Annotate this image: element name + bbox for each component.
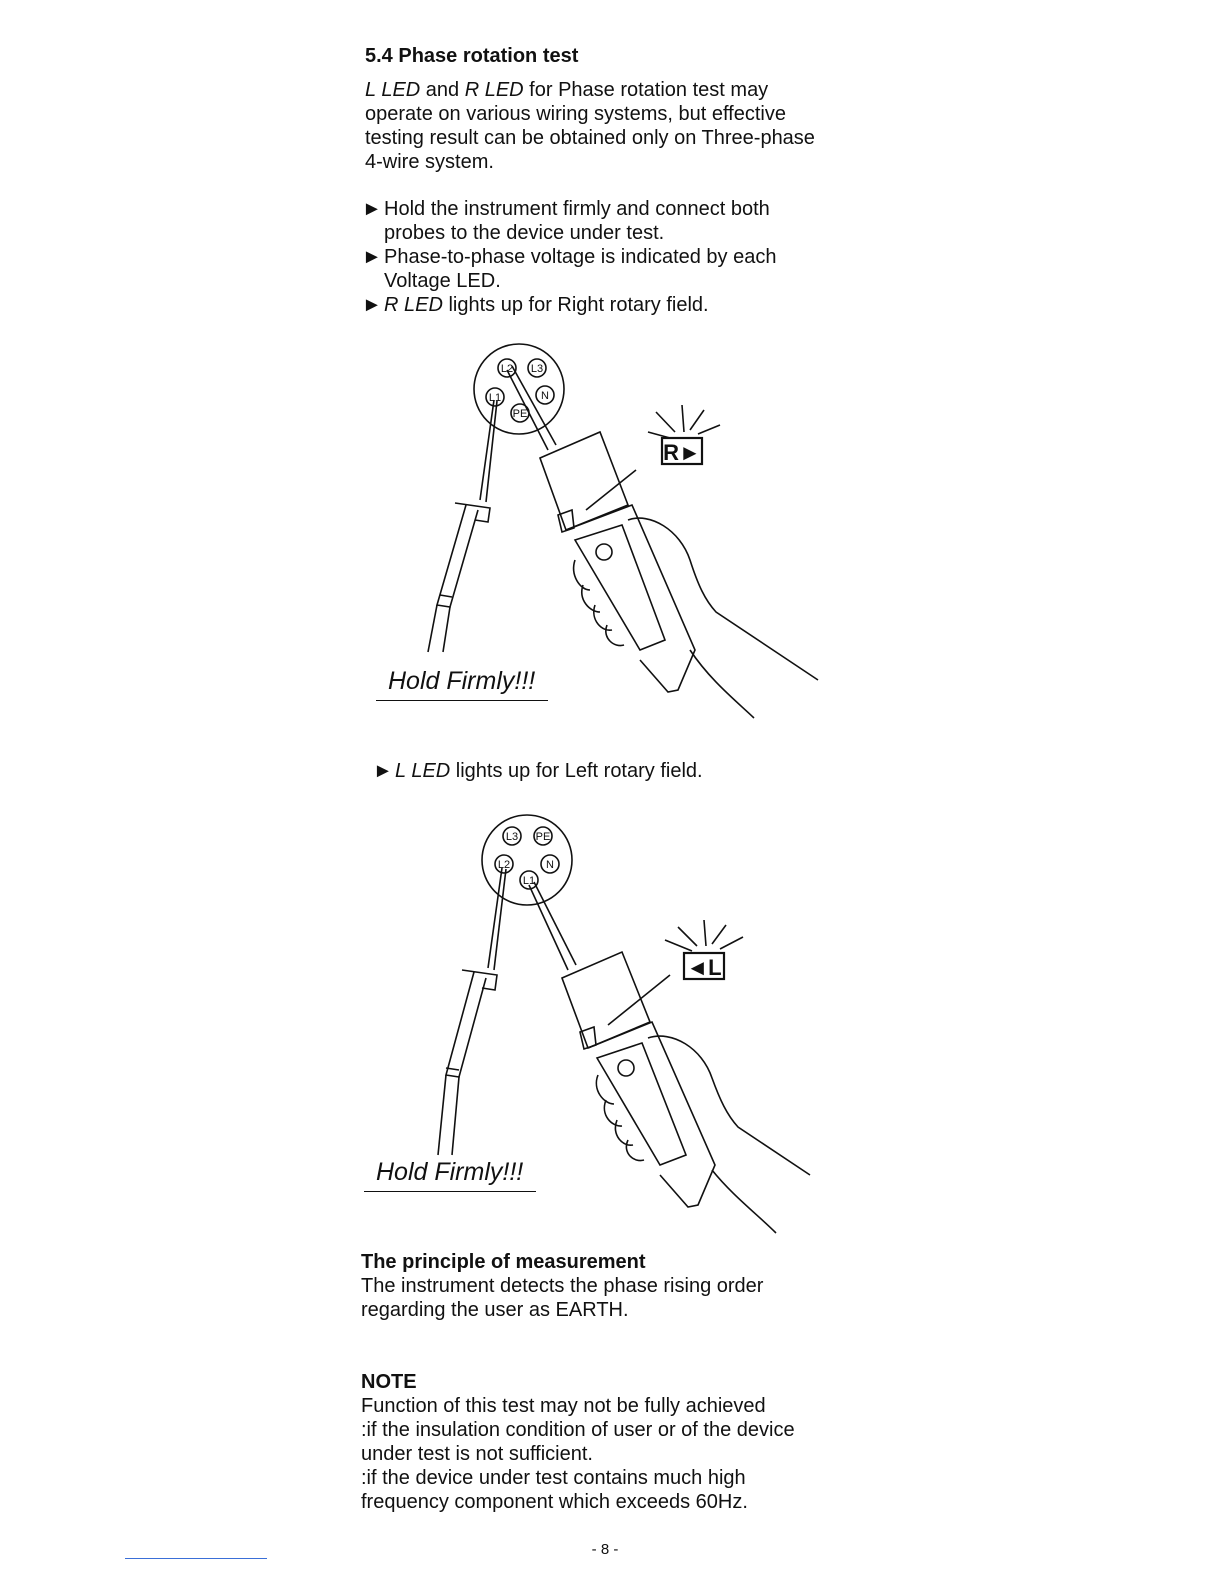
bullet-arrow-icon: ► <box>362 294 382 316</box>
socket-label: PE <box>535 831 551 843</box>
bullet-item: ► Phase-to-phase voltage is indicated by each <box>362 246 777 268</box>
socket-label: PE <box>512 408 528 420</box>
note-line-1: Function of this test may not be fully achieved <box>361 1395 766 1417</box>
socket-label: L2 <box>500 363 514 375</box>
bullet-arrow-icon: ► <box>373 760 393 782</box>
r-led-indicator: R► <box>663 440 701 465</box>
intro-line-1: L LED and R LED for Phase rotation test may <box>365 79 769 101</box>
intro-line-3: testing result can be obtained only on Three-phase <box>365 127 815 149</box>
footer-rule <box>125 1558 267 1559</box>
bullet-item: ► L LED lights up for Left rotary field. <box>373 760 703 782</box>
bullet-arrow-icon: ► <box>362 198 382 220</box>
section-title: 5.4 Phase rotation test <box>365 45 579 67</box>
l-led-term: L LED <box>365 79 421 101</box>
bullet-list: ► Hold the instrument firmly and connect both probes to the device under test. ► Phase-to-phase voltage is indicated by each Voltage LED. ► R LED lights up for Right rotary field. <box>362 197 882 317</box>
note-title: NOTE <box>361 1371 417 1393</box>
principle-line-2: regarding the user as EARTH. <box>361 1299 629 1321</box>
intro-line-4: 4-wire system. <box>365 151 494 173</box>
bullet-item: ► Hold the instrument firmly and connect both <box>362 198 770 220</box>
note-line-4: :if the device under test contains much high <box>361 1467 746 1489</box>
page-number: - 8 - <box>591 1541 619 1558</box>
bullet-arrow-icon: ► <box>362 246 382 268</box>
caption-underline <box>364 1191 536 1192</box>
note-line-5: frequency component which exceeds 60Hz. <box>361 1491 748 1513</box>
note-line-2: :if the insulation condition of user or of the device <box>361 1419 795 1441</box>
principle-title: The principle of measurement <box>361 1251 646 1273</box>
socket-label: L1 <box>522 875 536 887</box>
note-line-3: under test is not sufficient. <box>361 1443 593 1465</box>
hold-firmly-caption: Hold Firmly!!! <box>376 1158 524 1186</box>
bullet-item: ► R LED lights up for Right rotary field. <box>362 294 709 316</box>
l-led-indicator: ◄L <box>686 955 722 980</box>
principle-section <box>361 1250 881 1322</box>
socket-label: N <box>541 390 549 402</box>
intro-line-2: operate on various wiring systems, but effective <box>365 103 786 125</box>
principle-line-1: The instrument detects the phase rising order <box>361 1275 764 1297</box>
socket-label: L3 <box>530 363 544 375</box>
note-section <box>361 1370 881 1514</box>
socket-label: L2 <box>497 859 511 871</box>
socket-label: L3 <box>505 831 519 843</box>
hold-firmly-caption: Hold Firmly!!! <box>388 667 536 695</box>
socket-label: N <box>546 859 554 871</box>
socket-label: L1 <box>488 392 502 404</box>
r-led-term: R LED <box>464 79 524 101</box>
